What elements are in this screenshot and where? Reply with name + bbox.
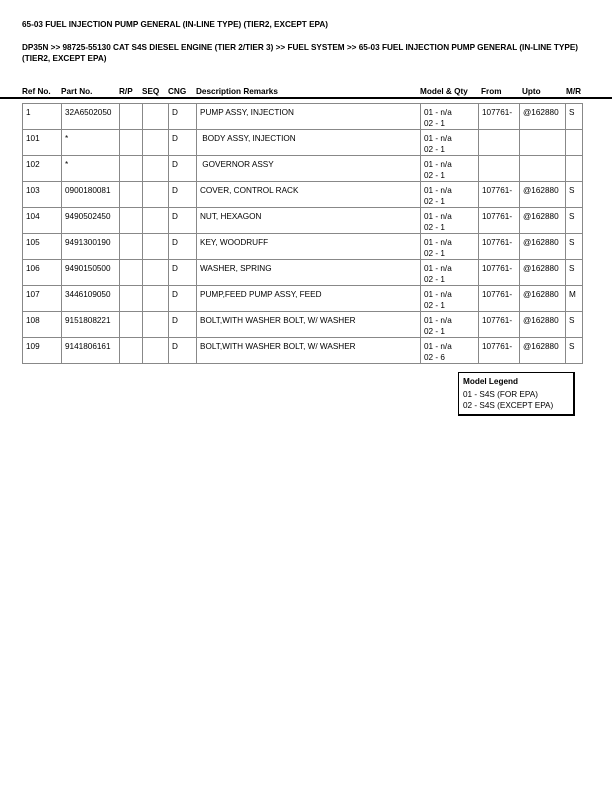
description-cell: COVER, CONTROL RACK — [197, 182, 421, 208]
upto-cell — [520, 156, 566, 182]
ref-cell: 108 — [23, 312, 62, 338]
ref-cell: 103 — [23, 182, 62, 208]
breadcrumb: DP35N >> 98725-55130 CAT S4S DIESEL ENGINE (TIER 2/TIER 3) >> FUEL SYSTEM >> 65-03 FUEL INJECTION PUMP GENERAL (IN-LINE TYPE) (TIER2, EXCEPT EPA) — [22, 43, 579, 63]
rp-cell — [120, 182, 143, 208]
legend-title: Model Legend — [463, 377, 519, 386]
model-qty-line: 01 - n/a — [424, 264, 452, 273]
rp-cell — [120, 312, 143, 338]
table-row — [23, 208, 583, 234]
part-no-cell: 3446109050 — [62, 286, 120, 312]
cng-cell: D — [169, 182, 197, 208]
part-no-cell: * — [62, 130, 120, 156]
col-model-qty: Model & Qty — [420, 87, 468, 96]
table-row — [23, 286, 583, 312]
description-cell: PUMP ASSY, INJECTION — [197, 104, 421, 130]
col-part: Part No. — [61, 87, 93, 96]
rp-cell — [120, 104, 143, 130]
ref-cell: 101 — [23, 130, 62, 156]
part-no-cell: 32A6502050 — [62, 104, 120, 130]
from-cell: 107761- — [479, 338, 520, 364]
mr-cell: S — [566, 260, 583, 286]
table-row — [23, 156, 583, 182]
mr-cell: S — [566, 208, 583, 234]
table-row — [23, 312, 583, 338]
table-row — [23, 130, 583, 156]
rp-cell — [120, 234, 143, 260]
legend-item: 02 - S4S (EXCEPT EPA) — [463, 401, 554, 410]
seq-cell — [143, 286, 169, 312]
upto-cell: @162880 — [520, 182, 566, 208]
col-seq: SEQ — [142, 87, 160, 96]
model-qty-line: 02 - 1 — [424, 197, 445, 206]
table-row — [23, 338, 583, 364]
model-qty-cell — [421, 260, 479, 286]
part-no-cell: 9490150500 — [62, 260, 120, 286]
cng-cell: D — [169, 208, 197, 234]
model-qty-line: 02 - 1 — [424, 301, 445, 310]
model-qty-cell — [421, 286, 479, 312]
description-cell: NUT, HEXAGON — [197, 208, 421, 234]
part-no-cell: 9151808221 — [62, 312, 120, 338]
page-title: 65-03 FUEL INJECTION PUMP GENERAL (IN-LINE TYPE) (TIER2, EXCEPT EPA) — [22, 20, 329, 29]
cng-cell: D — [169, 104, 197, 130]
model-qty-cell — [421, 234, 479, 260]
cng-cell: D — [169, 312, 197, 338]
seq-cell — [143, 234, 169, 260]
part-no-cell: 9491300190 — [62, 234, 120, 260]
model-qty-line: 02 - 1 — [424, 119, 445, 128]
from-cell: 107761- — [479, 182, 520, 208]
cng-cell: D — [169, 130, 197, 156]
from-cell: 107761- — [479, 312, 520, 338]
model-qty-cell — [421, 130, 479, 156]
model-qty-line: 02 - 1 — [424, 249, 445, 258]
model-qty-line: 01 - n/a — [424, 342, 452, 351]
mr-cell: S — [566, 312, 583, 338]
mr-cell: S — [566, 338, 583, 364]
upto-cell: @162880 — [520, 338, 566, 364]
rp-cell — [120, 130, 143, 156]
description-cell: BODY ASSY, INJECTION — [197, 130, 421, 156]
description-cell: BOLT,WITH WASHER BOLT, W/ WASHER — [197, 338, 421, 364]
cng-cell: D — [169, 156, 197, 182]
model-qty-line: 02 - 1 — [424, 223, 445, 232]
model-qty-line: 01 - n/a — [424, 108, 452, 117]
description-cell: GOVERNOR ASSY — [197, 156, 421, 182]
seq-cell — [143, 130, 169, 156]
col-cng: CNG — [168, 87, 187, 96]
from-cell — [479, 130, 520, 156]
description-cell: PUMP,FEED PUMP ASSY, FEED — [197, 286, 421, 312]
part-no-cell: 0900180081 — [62, 182, 120, 208]
cng-cell: D — [169, 286, 197, 312]
rp-cell — [120, 338, 143, 364]
from-cell: 107761- — [479, 104, 520, 130]
model-qty-line: 01 - n/a — [424, 160, 452, 169]
model-qty-line: 01 - n/a — [424, 186, 452, 195]
rp-cell — [120, 208, 143, 234]
rp-cell — [120, 156, 143, 182]
col-from: From — [481, 87, 502, 96]
from-cell — [479, 156, 520, 182]
seq-cell — [143, 156, 169, 182]
ref-cell: 105 — [23, 234, 62, 260]
upto-cell — [520, 130, 566, 156]
model-qty-cell — [421, 182, 479, 208]
ref-cell: 104 — [23, 208, 62, 234]
part-no-cell: * — [62, 156, 120, 182]
model-qty-line: 02 - 1 — [424, 275, 445, 284]
ref-cell: 109 — [23, 338, 62, 364]
from-cell: 107761- — [479, 234, 520, 260]
from-cell: 107761- — [479, 286, 520, 312]
from-cell: 107761- — [479, 208, 520, 234]
upto-cell: @162880 — [520, 286, 566, 312]
ref-cell: 102 — [23, 156, 62, 182]
model-qty-line: 02 - 6 — [424, 353, 445, 362]
col-ref: Ref No. — [22, 87, 51, 96]
model-legend — [458, 372, 575, 416]
seq-cell — [143, 208, 169, 234]
model-qty-line: 02 - 1 — [424, 145, 445, 154]
cng-cell: D — [169, 234, 197, 260]
table-row — [23, 182, 583, 208]
upto-cell: @162880 — [520, 104, 566, 130]
cng-cell: D — [169, 338, 197, 364]
table-row — [23, 260, 583, 286]
table-row — [23, 104, 583, 130]
ref-cell: 107 — [23, 286, 62, 312]
description-cell: KEY, WOODRUFF — [197, 234, 421, 260]
model-qty-cell — [421, 312, 479, 338]
ref-cell: 106 — [23, 260, 62, 286]
upto-cell: @162880 — [520, 234, 566, 260]
mr-cell: S — [566, 182, 583, 208]
model-qty-line: 02 - 1 — [424, 171, 445, 180]
model-qty-cell — [421, 338, 479, 364]
upto-cell: @162880 — [520, 312, 566, 338]
model-qty-line: 01 - n/a — [424, 290, 452, 299]
table-row — [23, 234, 583, 260]
seq-cell — [143, 312, 169, 338]
model-qty-cell — [421, 156, 479, 182]
seq-cell — [143, 182, 169, 208]
mr-cell: S — [566, 234, 583, 260]
legend-item: 01 - S4S (FOR EPA) — [463, 390, 538, 399]
model-qty-line: 01 - n/a — [424, 212, 452, 221]
col-upto: Upto — [522, 87, 541, 96]
table-header — [0, 87, 612, 99]
model-qty-line: 01 - n/a — [424, 134, 452, 143]
model-qty-cell — [421, 208, 479, 234]
rp-cell — [120, 286, 143, 312]
part-no-cell: 9141806161 — [62, 338, 120, 364]
model-qty-line: 01 - n/a — [424, 238, 452, 247]
description-cell: BOLT,WITH WASHER BOLT, W/ WASHER — [197, 312, 421, 338]
mr-cell — [566, 130, 583, 156]
mr-cell: M — [566, 286, 583, 312]
upto-cell: @162880 — [520, 260, 566, 286]
col-desc: Description Remarks — [196, 87, 278, 96]
rp-cell — [120, 260, 143, 286]
cng-cell: D — [169, 260, 197, 286]
model-qty-line: 01 - n/a — [424, 316, 452, 325]
parts-table — [22, 103, 583, 364]
part-no-cell: 9490502450 — [62, 208, 120, 234]
upto-cell: @162880 — [520, 208, 566, 234]
col-rp: R/P — [119, 87, 133, 96]
seq-cell — [143, 104, 169, 130]
model-qty-cell — [421, 104, 479, 130]
model-qty-line: 02 - 1 — [424, 327, 445, 336]
mr-cell: S — [566, 104, 583, 130]
col-mr: M/R — [566, 87, 582, 96]
description-cell: WASHER, SPRING — [197, 260, 421, 286]
ref-cell: 1 — [23, 104, 62, 130]
seq-cell — [143, 338, 169, 364]
seq-cell — [143, 260, 169, 286]
mr-cell — [566, 156, 583, 182]
from-cell: 107761- — [479, 260, 520, 286]
